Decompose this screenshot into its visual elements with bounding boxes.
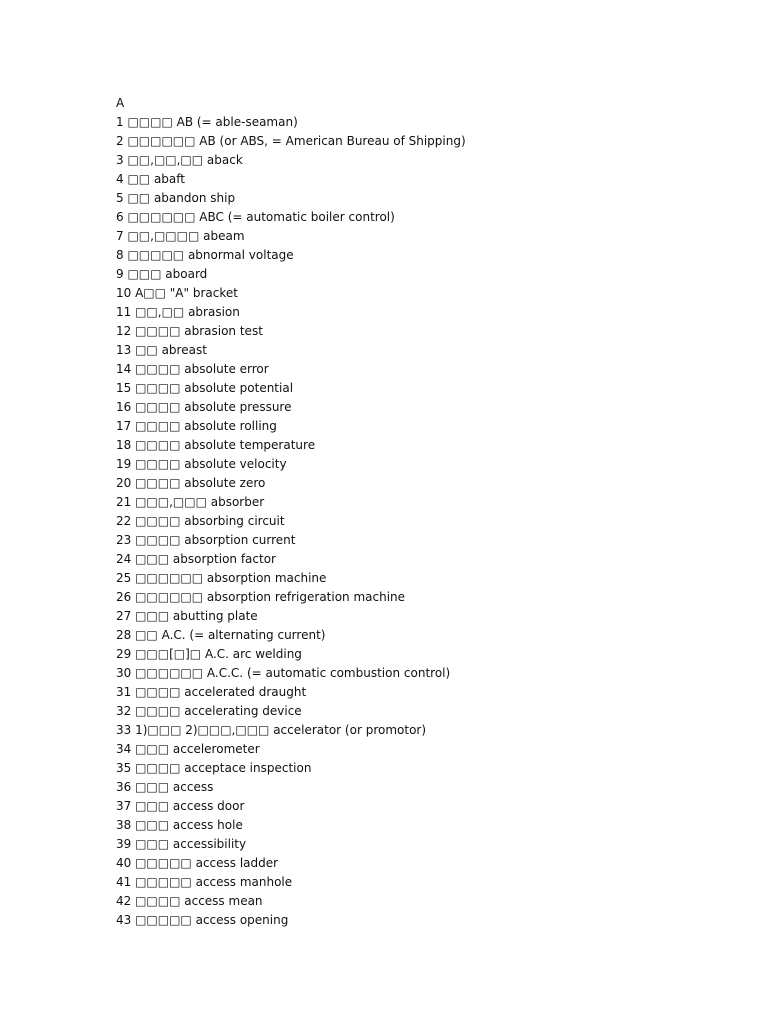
glossary-entry: 43 □□□□□ access opening bbox=[116, 913, 289, 927]
glossary-entry: 3 □□,□□,□□ aback bbox=[116, 153, 243, 167]
glossary-entry: 6 □□□□□□ ABC (= automatic boiler control) bbox=[116, 210, 395, 224]
glossary-entry: 39 □□□ accessibility bbox=[116, 837, 247, 851]
glossary-entry: 21 □□□,□□□ absorber bbox=[116, 495, 265, 509]
glossary-entry: 41 □□□□□ access manhole bbox=[116, 875, 293, 889]
glossary-entry: 15 □□□□ absolute potential bbox=[116, 381, 294, 395]
glossary-entry: 17 □□□□ absolute rolling bbox=[116, 419, 277, 433]
glossary-entry: 13 □□ abreast bbox=[116, 343, 207, 357]
glossary-entry: 28 □□ A.C. (= alternating current) bbox=[116, 628, 326, 642]
glossary-list bbox=[116, 113, 736, 930]
glossary-entry: 40 □□□□□ access ladder bbox=[116, 856, 279, 870]
glossary-entry: 25 □□□□□□ absorption machine bbox=[116, 571, 327, 585]
glossary-entry: 29 □□□[□]□ A.C. arc welding bbox=[116, 647, 302, 661]
glossary-entry: 24 □□□ absorption factor bbox=[116, 552, 276, 566]
glossary-entry: 23 □□□□ absorption current bbox=[116, 533, 296, 547]
glossary-entry: 5 □□ abandon ship bbox=[116, 191, 236, 205]
section-heading: A bbox=[116, 96, 125, 110]
glossary-entry: 26 □□□□□□ absorption refrigeration machine bbox=[116, 590, 406, 604]
glossary-entry: 8 □□□□□ abnormal voltage bbox=[116, 248, 294, 262]
glossary-entry: 2 □□□□□□ AB (or ABS, = American Bureau of Shipping) bbox=[116, 134, 466, 148]
glossary-entry: 18 □□□□ absolute temperature bbox=[116, 438, 316, 452]
glossary-entry: 9 □□□ aboard bbox=[116, 267, 208, 281]
glossary-entry: 20 □□□□ absolute zero bbox=[116, 476, 266, 490]
glossary-entry: 7 □□,□□□□ abeam bbox=[116, 229, 245, 243]
glossary-entry: 12 □□□□ abrasion test bbox=[116, 324, 263, 338]
glossary-entry: 38 □□□ access hole bbox=[116, 818, 243, 832]
glossary-entry: 30 □□□□□□ A.C.C. (= automatic combustion control) bbox=[116, 666, 451, 680]
glossary-entry: 34 □□□ accelerometer bbox=[116, 742, 260, 756]
glossary-entry: 14 □□□□ absolute error bbox=[116, 362, 269, 376]
glossary-entry: 19 □□□□ absolute velocity bbox=[116, 457, 287, 471]
glossary-entry: 1 □□□□ AB (= able-seaman) bbox=[116, 115, 298, 129]
glossary-entry: 31 □□□□ accelerated draught bbox=[116, 685, 307, 699]
glossary-entry: 27 □□□ abutting plate bbox=[116, 609, 258, 623]
glossary-entry: 11 □□,□□ abrasion bbox=[116, 305, 240, 319]
glossary-entry: 35 □□□□ acceptace inspection bbox=[116, 761, 312, 775]
glossary-entry: 32 □□□□ accelerating device bbox=[116, 704, 302, 718]
document-page bbox=[116, 94, 736, 930]
glossary-entry: 37 □□□ access door bbox=[116, 799, 245, 813]
glossary-entry: 33 1)□□□ 2)□□□,□□□ accelerator (or promotor) bbox=[116, 723, 427, 737]
glossary-entry: 16 □□□□ absolute pressure bbox=[116, 400, 292, 414]
glossary-entry: 36 □□□ access bbox=[116, 780, 214, 794]
glossary-entry: 4 □□ abaft bbox=[116, 172, 185, 186]
glossary-entry: 10 A□□ "A" bracket bbox=[116, 286, 238, 300]
glossary-entry: 22 □□□□ absorbing circuit bbox=[116, 514, 285, 528]
glossary-entry: 42 □□□□ access mean bbox=[116, 894, 263, 908]
